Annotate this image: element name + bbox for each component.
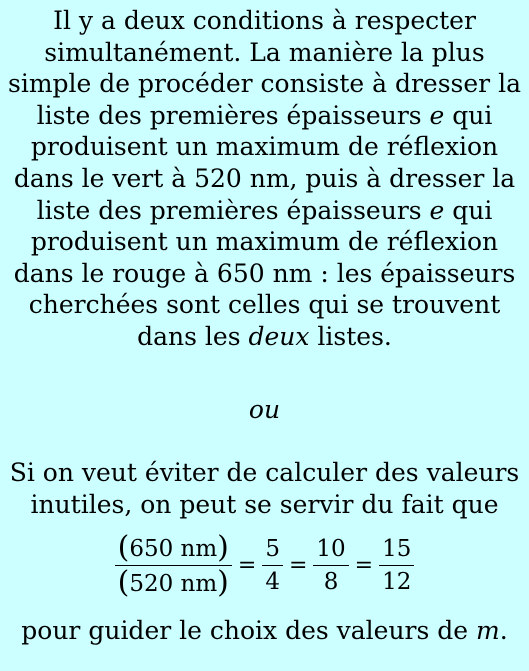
wavelength-ratio-fraction: $\frac{(650 nm)}{(520 nm)}$ — [115, 532, 232, 599]
denominator-520nm: 520 nm — [129, 571, 218, 597]
fraction-5-4: $\frac{5}{4}$ — [262, 534, 283, 597]
paragraph1-text-b: qui produisent un maximum de réflexion dans le vert à 520 nm, puis à dresser la liste des premières épaisseurs — [13, 100, 516, 225]
variable-e: e — [429, 100, 445, 130]
paragraph3-text: pour guider le choix des valeurs de — [21, 616, 477, 645]
paragraph-conclusion — [8, 615, 521, 647]
equals-sign: = — [354, 553, 374, 578]
equals-sign: = — [237, 553, 257, 578]
paragraph1-text-c: qui produisent un maximum de réflexion dans le rouge à 650 nm : les épaisseurs cherchées sont celles qui se trouvent dans les — [13, 195, 516, 351]
paragraph1-text-a: Il y a deux conditions à respecter simultanément. La manière la plus simple de procéder consiste à dresser la liste des premières épaisseurs — [8, 6, 521, 130]
fraction-10-8: $\frac{10}{8}$ — [313, 534, 348, 597]
equals-sign: = — [288, 553, 308, 578]
numerator-650nm: 650 nm — [129, 536, 218, 562]
paragraph-alternative: Si on veut éviter de calculer des valeurs inutiles, on peut se servir du fait que — [9, 458, 520, 519]
paragraph1-text-d: listes. — [309, 321, 392, 351]
variable-m: m — [476, 616, 500, 645]
variable-e: e — [429, 195, 445, 225]
emphasis-deux: deux — [248, 321, 310, 351]
fraction-15-12: $\frac{15}{12}$ — [379, 534, 414, 597]
paragraph-method — [8, 5, 521, 353]
or-separator: ou — [248, 395, 281, 424]
ratio-equation — [0, 532, 529, 599]
paragraph3-end: . — [499, 616, 508, 645]
